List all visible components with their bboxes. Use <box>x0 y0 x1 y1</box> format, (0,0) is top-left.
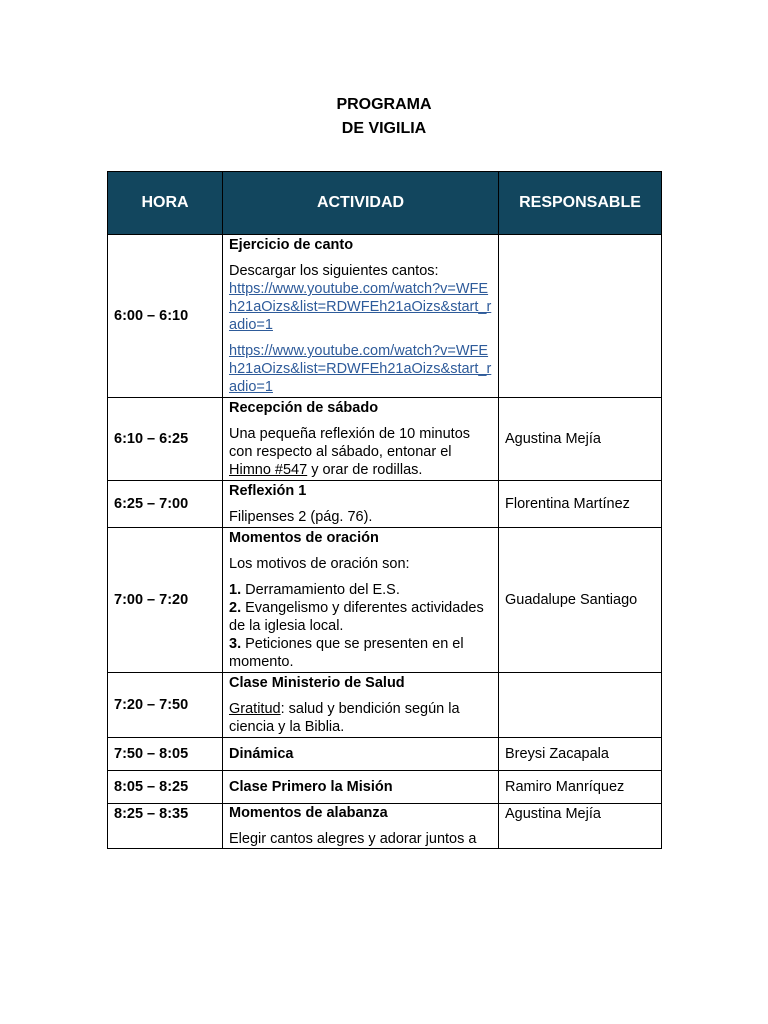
hora-cell: 8:25 – 8:35 <box>108 804 223 849</box>
actividad-title: Ejercicio de canto <box>229 237 354 253</box>
responsable-cell: Agustina Mejía <box>499 398 662 481</box>
actividad-text <box>229 262 492 334</box>
actividad-cell <box>223 398 499 481</box>
list-number: 3. <box>229 636 242 652</box>
actividad-text: Elegir cantos alegres y adorar juntos a <box>229 831 477 847</box>
prayer-list <box>229 581 492 671</box>
header-hora: HORA <box>108 172 223 235</box>
actividad-title: Momentos de alabanza <box>229 805 388 821</box>
actividad-title: Momentos de oración <box>229 530 379 546</box>
actividad-text-pre: Una pequeña reflexión de 10 minutos con respecto al sábado, entonar el <box>229 426 471 460</box>
responsable-cell: Ramiro Manríquez <box>499 771 662 804</box>
actividad-title: Recepción de sábado <box>229 400 379 416</box>
gratitud-link[interactable]: Gratitud <box>229 701 281 717</box>
table-row <box>108 398 662 481</box>
table-row <box>108 804 662 849</box>
hora-cell: 7:50 – 8:05 <box>108 738 223 771</box>
responsable-cell: Guadalupe Santiago <box>499 528 662 673</box>
actividad-cell <box>223 528 499 673</box>
hora-cell: 7:00 – 7:20 <box>108 528 223 673</box>
actividad-text <box>229 342 492 396</box>
list-number: 2. <box>229 600 242 616</box>
header-row <box>108 172 662 235</box>
table-row <box>108 771 662 804</box>
actividad-text-post: y orar de rodillas. <box>307 462 423 478</box>
page-title <box>0 93 768 141</box>
actividad-cell <box>223 673 499 738</box>
hora-cell: 6:25 – 7:00 <box>108 481 223 528</box>
list-item: Evangelismo y diferentes actividades de la iglesia local. <box>229 600 484 634</box>
hora-cell: 6:10 – 6:25 <box>108 398 223 481</box>
youtube-link-2[interactable]: https://www.youtube.com/watch?v=WFEh21aOizs&list=RDWFEh21aOizs&start_radio=1 <box>229 343 492 395</box>
hora-cell: 6:00 – 6:10 <box>108 235 223 398</box>
list-item: Derramamiento del E.S. <box>241 582 400 598</box>
actividad-cell <box>223 481 499 528</box>
table-row <box>108 528 662 673</box>
actividad-cell <box>223 804 499 849</box>
schedule-table <box>107 171 662 849</box>
responsable-cell <box>499 235 662 398</box>
actividad-title: Dinámica <box>229 746 294 762</box>
actividad-text: Filipenses 2 (pág. 76). <box>229 509 373 525</box>
hora-cell: 8:05 – 8:25 <box>108 771 223 804</box>
responsable-cell: Florentina Martínez <box>499 481 662 528</box>
responsable-cell: Agustina Mejía <box>499 804 662 849</box>
actividad-text-intro: Descargar los siguientes cantos: <box>229 263 439 279</box>
list-number: 1. <box>229 582 242 598</box>
youtube-link-1[interactable]: https://www.youtube.com/watch?v=WFEh21aOizs&list=RDWFEh21aOizs&start_radio=1 <box>229 281 492 333</box>
actividad-text: Los motivos de oración son: <box>229 556 410 572</box>
actividad-text-post: : salud y bendición según la ciencia y la Biblia. <box>229 701 460 735</box>
actividad-text <box>229 700 492 736</box>
himno-link[interactable]: Himno #547 <box>229 462 308 478</box>
list-item: Peticiones que se presenten en el momento. <box>229 636 464 670</box>
table-row <box>108 673 662 738</box>
table-row <box>108 738 662 771</box>
responsable-cell: Breysi Zacapala <box>499 738 662 771</box>
table-row <box>108 235 662 398</box>
actividad-text <box>229 425 492 479</box>
table-row <box>108 481 662 528</box>
responsable-cell <box>499 673 662 738</box>
actividad-title: Reflexión 1 <box>229 483 307 499</box>
header-responsable: RESPONSABLE <box>499 172 662 235</box>
actividad-title: Clase Primero la Misión <box>229 779 393 795</box>
title-line-2: DE VIGILIA <box>341 120 427 137</box>
actividad-cell <box>223 738 499 771</box>
actividad-title: Clase Ministerio de Salud <box>229 675 405 691</box>
actividad-cell <box>223 771 499 804</box>
actividad-cell <box>223 235 499 398</box>
hora-cell: 7:20 – 7:50 <box>108 673 223 738</box>
title-line-1: PROGRAMA <box>336 96 432 113</box>
header-actividad: ACTIVIDAD <box>223 172 499 235</box>
